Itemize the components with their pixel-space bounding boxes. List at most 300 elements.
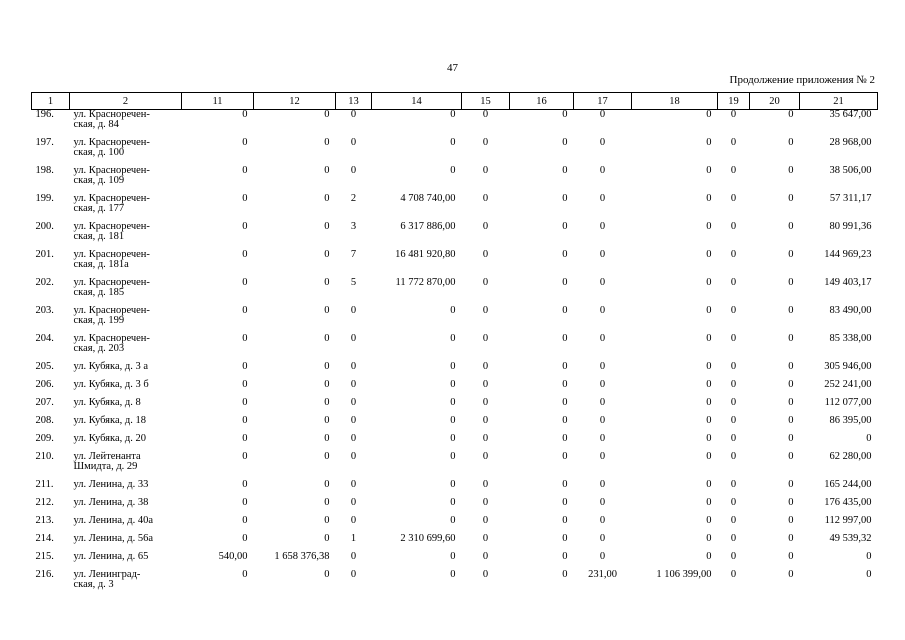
value-cell-12: 1 658 376,38 [274,551,330,562]
value-cell-16: 0 [562,249,568,260]
value-cell-20: 0 [788,305,794,316]
value-cell-15: 0 [482,221,489,232]
value-cell-15: 0 [482,415,489,426]
value-cell-14: 4 708 740,00 [400,193,456,204]
row-number: 199. [35,193,54,204]
value-cell-17: 0 [599,361,606,372]
table-row [32,516,878,534]
value-cell-15: 0 [482,515,489,526]
value-cell-20: 0 [788,569,794,580]
value-cell-14: 0 [450,451,456,462]
value-cell-14: 0 [450,109,456,120]
value-cell-16: 0 [562,515,568,526]
row-number: 204. [35,333,54,344]
address-line: ул. Красноречен- [73,277,150,288]
table-row [32,222,878,250]
value-cell-18: 0 [706,165,712,176]
address-line: ул. Лейтенанта [73,451,141,462]
value-cell-16: 0 [562,379,568,390]
table-row [32,498,878,516]
value-cell-11: 0 [242,333,248,344]
value-cell-11: 540,00 [218,551,248,562]
value-cell-15: 0 [482,479,489,490]
value-cell-18: 0 [706,249,712,260]
address-line: ул. Кубяка, д. 18 [73,415,146,426]
data-table [31,92,878,598]
table-row [32,480,878,498]
row-number: 200. [35,221,54,232]
value-cell-11: 0 [242,433,248,444]
address-line: ская, д. 177 [73,203,125,214]
address-cell [70,570,182,598]
value-cell-20: 0 [788,193,794,204]
value-cell-18: 0 [706,479,712,490]
value-cell-18: 0 [706,277,712,288]
value-cell-16: 0 [562,533,568,544]
table-row [32,110,878,139]
value-cell-19: 0 [730,221,737,232]
value-cell-14: 0 [450,137,456,148]
value-cell-12: 0 [324,361,330,372]
value-cell-13: 0 [350,515,357,526]
value-cell-17: 0 [599,193,606,204]
value-cell-19: 0 [730,415,737,426]
value-cell-15: 0 [482,109,489,120]
address-cell [70,498,182,516]
value-cell-13: 3 [350,221,357,232]
row-number: 196. [35,109,54,120]
value-cell-12: 0 [324,569,330,580]
column-header: 13 [336,93,372,110]
table-row [32,570,878,598]
address-line: ул. Ленинград- [73,569,141,580]
value-cell-18: 0 [706,305,712,316]
row-number: 206. [35,379,54,390]
value-cell-11: 0 [242,165,248,176]
value-cell-19: 0 [730,397,737,408]
column-header: 18 [632,93,718,110]
value-cell-20: 0 [788,249,794,260]
value-cell-19: 0 [730,479,737,490]
address-line: ская, д. 181 [73,231,125,242]
continuation-caption: Продолжение приложения № 2 [729,74,875,86]
value-cell-12: 0 [324,249,330,260]
value-cell-20: 0 [788,533,794,544]
value-cell-16: 0 [562,569,568,580]
value-cell-19: 0 [730,569,737,580]
value-cell-18: 0 [706,193,712,204]
value-cell-19: 0 [730,165,737,176]
row-number: 203. [35,305,54,316]
table-row [32,416,878,434]
row-number: 205. [35,361,54,372]
value-cell-11: 0 [242,515,248,526]
value-cell-19: 0 [730,249,737,260]
value-cell-11: 0 [242,361,248,372]
value-cell-15: 0 [482,533,489,544]
value-cell-21: 176 435,00 [824,497,872,508]
value-cell-11: 0 [242,451,248,462]
value-cell-21: 0 [866,433,872,444]
value-cell-13: 5 [350,277,357,288]
value-cell-18: 0 [706,137,712,148]
value-cell-21: 252 241,00 [824,379,872,390]
address-line: ул. Красноречен- [73,221,150,232]
value-cell-13: 0 [350,569,357,580]
value-cell-21: 49 539,32 [829,533,872,544]
value-cell-21: 0 [866,551,872,562]
value-cell-20: 0 [788,451,794,462]
row-number: 207. [35,397,54,408]
value-cell-18: 0 [706,109,712,120]
value-cell-17: 0 [599,221,606,232]
address-line: ул. Красноречен- [73,333,150,344]
value-cell-17: 0 [599,277,606,288]
value-cell-18: 0 [706,515,712,526]
value-cell-20: 0 [788,479,794,490]
value-cell-17: 0 [599,515,606,526]
value-cell-16: 0 [562,137,568,148]
value-cell-15: 0 [482,361,489,372]
value-cell-12: 0 [324,451,330,462]
address-cell [70,166,182,194]
column-header: 12 [254,93,336,110]
value-cell-19: 0 [730,109,737,120]
value-cell-15: 0 [482,305,489,316]
value-cell-12: 0 [324,379,330,390]
value-cell-17: 0 [599,249,606,260]
header-row [32,93,878,110]
address-cell [70,306,182,334]
address-line: ская, д. 3 [73,579,114,590]
value-cell-13: 0 [350,415,357,426]
value-cell-14: 0 [450,497,456,508]
value-cell-18: 0 [706,433,712,444]
value-cell-19: 0 [730,497,737,508]
value-cell-17: 0 [599,379,606,390]
column-header: 16 [510,93,574,110]
value-cell-18: 0 [706,551,712,562]
table-row [32,534,878,552]
value-cell-18: 0 [706,221,712,232]
value-cell-12: 0 [324,137,330,148]
value-cell-14: 16 481 920,80 [395,249,456,260]
value-cell-13: 0 [350,137,357,148]
row-number: 201. [35,249,54,260]
address-cell [70,416,182,434]
address-line: ул. Кубяка, д. 20 [73,433,146,444]
value-cell-16: 0 [562,433,568,444]
value-cell-18: 0 [706,397,712,408]
value-cell-21: 62 280,00 [829,451,872,462]
value-cell-11: 0 [242,533,248,544]
value-cell-17: 0 [599,479,606,490]
value-cell-19: 0 [730,551,737,562]
page-number: 47 [447,62,458,74]
value-cell-12: 0 [324,277,330,288]
value-cell-14: 0 [450,361,456,372]
table-row [32,334,878,362]
table-row [32,398,878,416]
value-cell-20: 0 [788,277,794,288]
table-row [32,362,878,380]
value-cell-12: 0 [324,479,330,490]
value-cell-20: 0 [788,515,794,526]
value-cell-15: 0 [482,137,489,148]
value-cell-20: 0 [788,333,794,344]
row-number: 212. [35,497,54,508]
value-cell-12: 0 [324,333,330,344]
value-cell-21: 85 338,00 [829,333,872,344]
value-cell-14: 0 [450,551,456,562]
value-cell-11: 0 [242,193,248,204]
address-line: ская, д. 100 [73,147,125,158]
value-cell-12: 0 [324,305,330,316]
value-cell-18: 0 [706,451,712,462]
value-cell-11: 0 [242,379,248,390]
value-cell-16: 0 [562,397,568,408]
value-cell-19: 0 [730,333,737,344]
column-header: 21 [800,93,878,110]
value-cell-17: 0 [599,551,606,562]
row-number: 198. [35,165,54,176]
value-cell-21: 165 244,00 [824,479,872,490]
address-line: Шмидта, д. 29 [73,461,138,472]
column-header: 17 [574,93,632,110]
value-cell-14: 0 [450,165,456,176]
value-cell-12: 0 [324,397,330,408]
address-line: ул. Ленина, д. 33 [73,479,149,490]
value-cell-19: 0 [730,533,737,544]
address-line: ул. Красноречен- [73,165,150,176]
value-cell-17: 0 [599,333,606,344]
value-cell-14: 0 [450,569,456,580]
value-cell-11: 0 [242,415,248,426]
value-cell-21: 305 946,00 [824,361,872,372]
value-cell-13: 0 [350,451,357,462]
value-cell-19: 0 [730,193,737,204]
address-cell [70,278,182,306]
value-cell-15: 0 [482,193,489,204]
value-cell-12: 0 [324,533,330,544]
address-cell [70,534,182,552]
row-number: 215. [35,551,54,562]
value-cell-21: 112 077,00 [824,397,872,408]
table-row [32,434,878,452]
value-cell-13: 0 [350,379,357,390]
value-cell-14: 6 317 886,00 [400,221,456,232]
value-cell-16: 0 [562,165,568,176]
value-cell-15: 0 [482,165,489,176]
value-cell-20: 0 [788,497,794,508]
value-cell-15: 0 [482,397,489,408]
value-cell-19: 0 [730,451,737,462]
value-cell-20: 0 [788,397,794,408]
value-cell-13: 0 [350,497,357,508]
address-line: ул. Ленина, д. 56а [73,533,154,544]
value-cell-21: 80 991,36 [829,221,872,232]
value-cell-12: 0 [324,193,330,204]
address-line: ская, д. 203 [73,343,125,354]
value-cell-17: 0 [599,165,606,176]
address-line: ул. Кубяка, д. 3 а [73,361,148,372]
value-cell-14: 0 [450,515,456,526]
value-cell-21: 86 395,00 [829,415,872,426]
row-number: 211. [35,479,54,490]
value-cell-14: 0 [450,433,456,444]
value-cell-19: 0 [730,433,737,444]
value-cell-14: 0 [450,333,456,344]
value-cell-20: 0 [788,165,794,176]
value-cell-12: 0 [324,433,330,444]
value-cell-14: 0 [450,379,456,390]
value-cell-13: 0 [350,109,357,120]
value-cell-21: 149 403,17 [824,277,872,288]
value-cell-11: 0 [242,137,248,148]
value-cell-15: 0 [482,497,489,508]
value-cell-11: 0 [242,249,248,260]
row-number: 216. [35,569,54,580]
value-cell-16: 0 [562,479,568,490]
table-row [32,452,878,480]
value-cell-21: 38 506,00 [829,165,872,176]
address-line: ул. Ленина, д. 65 [73,551,149,562]
value-cell-21: 35 647,00 [829,109,872,120]
value-cell-13: 1 [350,533,357,544]
value-cell-13: 0 [350,479,357,490]
value-cell-12: 0 [324,165,330,176]
address-line: ул. Красноречен- [73,249,150,260]
address-line: ул. Кубяка, д. 8 [73,397,141,408]
value-cell-16: 0 [562,221,568,232]
value-cell-11: 0 [242,479,248,490]
column-header: 2 [70,93,182,110]
value-cell-21: 57 311,17 [829,193,872,204]
value-cell-19: 0 [730,515,737,526]
address-line: ул. Кубяка, д. 3 б [73,379,149,390]
table-row [32,380,878,398]
value-cell-15: 0 [482,277,489,288]
value-cell-18: 0 [706,379,712,390]
value-cell-11: 0 [242,497,248,508]
value-cell-21: 144 969,23 [824,249,872,260]
value-cell-17: 231,00 [588,569,617,580]
row-number: 210. [35,451,54,462]
value-cell-19: 0 [730,137,737,148]
address-cell [70,110,182,139]
address-cell [70,480,182,498]
column-header: 20 [750,93,800,110]
value-cell-13: 0 [350,165,357,176]
value-cell-12: 0 [324,515,330,526]
value-cell-16: 0 [562,497,568,508]
table-row [32,552,878,570]
row-number: 197. [35,137,54,148]
value-cell-18: 0 [706,497,712,508]
table-row [32,138,878,166]
value-cell-11: 0 [242,305,248,316]
value-cell-18: 0 [706,333,712,344]
value-cell-15: 0 [482,333,489,344]
row-number: 208. [35,415,54,426]
value-cell-14: 2 310 699,60 [400,533,456,544]
address-line: ская, д. 181а [73,259,129,270]
value-cell-17: 0 [599,137,606,148]
value-cell-13: 0 [350,361,357,372]
value-cell-16: 0 [562,109,568,120]
value-cell-21: 28 968,00 [829,137,872,148]
value-cell-16: 0 [562,415,568,426]
value-cell-16: 0 [562,451,568,462]
value-cell-20: 0 [788,361,794,372]
value-cell-17: 0 [599,109,606,120]
value-cell-16: 0 [562,305,568,316]
address-line: ул. Ленина, д. 40а [73,515,154,526]
value-cell-18: 1 106 399,00 [656,569,712,580]
value-cell-17: 0 [599,497,606,508]
address-line: ская, д. 109 [73,175,125,186]
address-line: ская, д. 185 [73,287,125,298]
value-cell-11: 0 [242,397,248,408]
row-number: 214. [35,533,54,544]
table-row [32,306,878,334]
address-cell [70,516,182,534]
value-cell-18: 0 [706,533,712,544]
row-number: 202. [35,277,54,288]
value-cell-14: 0 [450,397,456,408]
value-cell-20: 0 [788,221,794,232]
address-cell [70,434,182,452]
value-cell-21: 112 997,00 [824,515,872,526]
address-cell [70,380,182,398]
value-cell-16: 0 [562,277,568,288]
value-cell-14: 11 772 870,00 [395,277,456,288]
value-cell-17: 0 [599,397,606,408]
value-cell-15: 0 [482,451,489,462]
table-row [32,194,878,222]
address-cell [70,452,182,480]
value-cell-11: 0 [242,109,248,120]
value-cell-17: 0 [599,451,606,462]
value-cell-20: 0 [788,109,794,120]
address-line: ская, д. 84 [73,119,119,130]
value-cell-13: 0 [350,397,357,408]
value-cell-14: 0 [450,305,456,316]
column-header: 19 [718,93,750,110]
value-cell-20: 0 [788,551,794,562]
address-cell [70,362,182,380]
address-cell [70,334,182,362]
value-cell-12: 0 [324,221,330,232]
table-row [32,250,878,278]
value-cell-11: 0 [242,569,248,580]
column-header: 15 [462,93,510,110]
value-cell-16: 0 [562,551,568,562]
value-cell-13: 7 [350,249,357,260]
value-cell-11: 0 [242,221,248,232]
address-cell [70,138,182,166]
value-cell-17: 0 [599,533,606,544]
value-cell-18: 0 [706,361,712,372]
row-number: 209. [35,433,54,444]
value-cell-15: 0 [482,569,489,580]
value-cell-19: 0 [730,379,737,390]
value-cell-15: 0 [482,249,489,260]
address-cell [70,398,182,416]
value-cell-13: 0 [350,333,357,344]
value-cell-20: 0 [788,137,794,148]
column-header: 11 [182,93,254,110]
